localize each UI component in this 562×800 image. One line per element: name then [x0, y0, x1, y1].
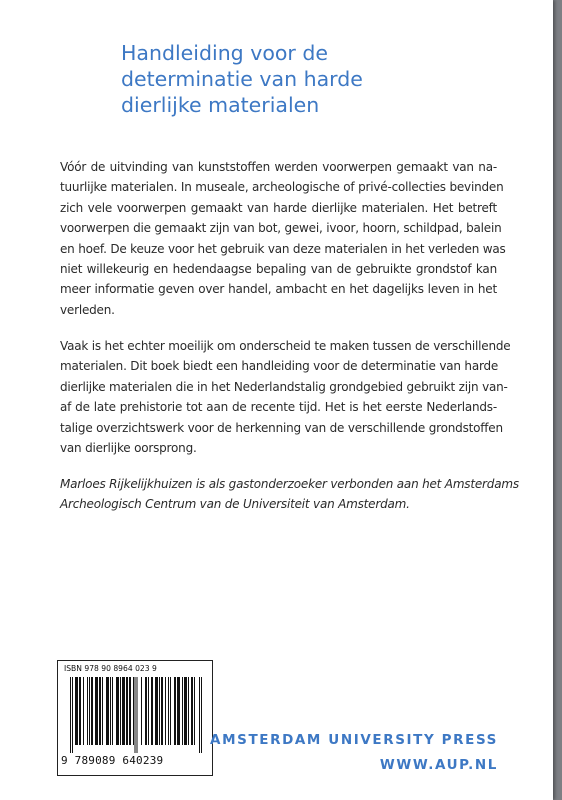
text-line: van dierlijke oorsprong. [60, 441, 197, 456]
title-line: Handleiding voor de [121, 41, 329, 65]
text-line: Vaak is het echter moeilijk om onderscheid te maken tussen de verschillende [60, 339, 511, 353]
publisher-name: AMSTERDAM UNIVERSITY PRESS [210, 732, 498, 748]
text-line: materialen. Dit boek biedt een handleiding voor de determinatie van harde [60, 359, 499, 374]
text-line: Archeologisch Centrum van de Universiteit van Amsterdam. [60, 497, 410, 512]
text-line: niet willekeurig en hedendaagse bepaling van de gebruikte grondstof kan [60, 262, 497, 277]
blurb-paragraph-1 [60, 157, 506, 320]
text-line: voorwerpen die gemaakt zijn van bot, gewei, ivoor, hoorn, schildpad, balein [60, 221, 502, 236]
barcode-bars-icon [70, 677, 202, 753]
title-line: determinatie van harde [121, 67, 363, 91]
title-line: dierlijke materialen [121, 93, 320, 117]
text-line: en hoef. De keuze voor het gebruik van deze materialen in het verleden was [60, 241, 506, 256]
publisher-website: WWW.AUP.NL [379, 757, 498, 773]
text-line: talige overzichtswerk voor de herkenning van de verschillende grondstoffen [60, 420, 503, 435]
author-note [60, 474, 519, 515]
text-line: meer informatie geven over handel, ambacht en het dagelijks leven in het [60, 282, 497, 297]
text-line: dierlijke materialen die in het Nederlandstalig grondgebied gebruikt zijn van- [60, 379, 508, 394]
isbn-barcode [57, 660, 213, 776]
text-line: tuurlijke materialen. In museale, archeologische of privé-collecties bevinden [60, 180, 504, 195]
text-line: zich vele voorwerpen gemaakt van harde dierlijke materialen. Het betreft [60, 200, 497, 215]
text-line: Marloes Rijkelijkhuizen is als gastonderzoeker verbonden aan het Amsterdams [60, 477, 519, 491]
text-line: verleden. [60, 302, 115, 317]
blurb-paragraph-2 [60, 336, 511, 458]
text-line: Vóór de uitvinding van kunststoffen werden voorwerpen gemaakt van na- [60, 160, 497, 174]
text-line: af de late prehistorie tot aan de recente tijd. Het is het eerste Nederlands- [60, 400, 497, 415]
isbn-digits: 9 789089 640239 [61, 754, 164, 767]
book-title [121, 40, 521, 118]
isbn-label: ISBN 978 90 8964 023 9 [64, 664, 157, 673]
